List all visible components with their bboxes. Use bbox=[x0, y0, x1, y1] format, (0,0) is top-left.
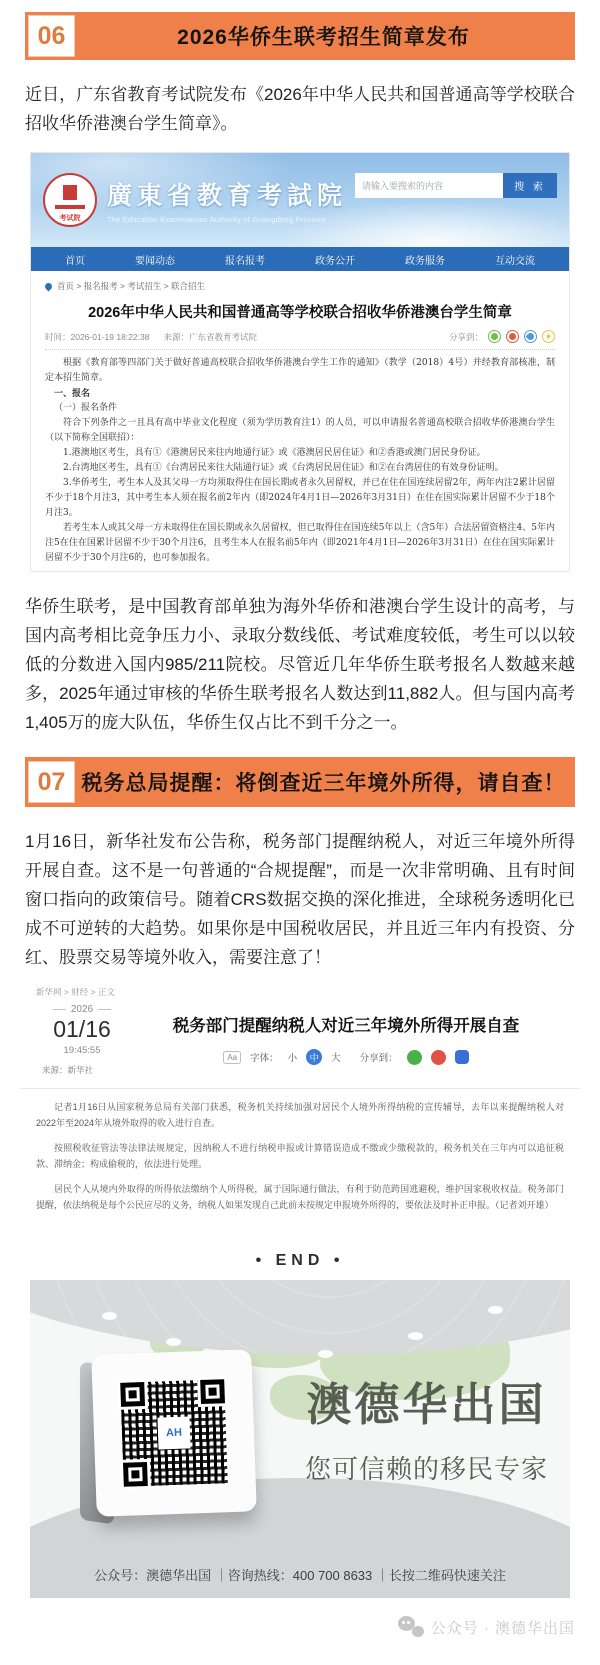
gov-nav-item-interaction[interactable]: 互动交流 bbox=[495, 255, 535, 267]
brand-name: 澳德华出国 bbox=[306, 1379, 547, 1430]
gov-site-name: 廣東省教育考試院 bbox=[107, 183, 348, 210]
news-date-block bbox=[36, 1004, 128, 1076]
section-06-banner bbox=[25, 12, 575, 60]
gov-meta-source: 来源：广东省教育考试院 bbox=[163, 331, 257, 342]
gov-search-button[interactable]: 搜 索 bbox=[503, 173, 557, 198]
body-paragraph: 按照税收征管法等法律法规规定，因纳税人不进行纳税申报或计算错误造成不缴或少缴税款的，税务机关在三年内可以追征税款、滞纳金；构成偷税的，依法进行处理。 bbox=[36, 1143, 564, 1169]
section-number-badge: 06 bbox=[28, 15, 75, 57]
news-date-monthday: 01/16 bbox=[53, 1016, 111, 1042]
qr-center-logo: AH bbox=[160, 1419, 189, 1448]
news-source: 来源：新华社 bbox=[42, 1065, 94, 1075]
gov-article-meta bbox=[45, 329, 555, 349]
body-paragraph: 居民个人从境内外取得的所得依法缴纳个人所得税，属于国际通行做法，有利于防范跨国逃避税，维护国家税收权益。税务部门提醒，依法纳税是每个公民应尽的义务，纳税人如果发现自己此前未按规定申报境外所得的，要依法及时补正申报。（记者刘开雄） bbox=[36, 1184, 564, 1210]
news-share-label: 分享到： bbox=[359, 1053, 398, 1064]
body-paragraph: 1.港澳地区考生，具有①《港澳居民来往内地通行证》或《港澳居民居住证》和②香港或澳门居民身份证。 bbox=[63, 448, 486, 458]
gov-nav-item-news[interactable]: 要闻动态 bbox=[135, 255, 175, 267]
news-date-time: 19:45:55 bbox=[63, 1045, 101, 1056]
share-wechat-icon[interactable] bbox=[407, 1050, 422, 1065]
news-toolbar bbox=[128, 1049, 564, 1065]
news-article-body bbox=[20, 1089, 580, 1213]
section-title: 税务总局提醒：将倒查近三年境外所得，请自查！ bbox=[81, 772, 566, 795]
share-weibo-icon[interactable] bbox=[431, 1050, 446, 1065]
body-subheading: （一）报名条件 bbox=[54, 403, 118, 413]
gov-search-input[interactable] bbox=[355, 173, 503, 198]
gov-website-screenshot bbox=[30, 152, 570, 572]
end-marker: • END • bbox=[255, 1252, 345, 1269]
gov-nav-item-services[interactable]: 政务服务 bbox=[405, 255, 445, 267]
share-favorite-icon[interactable]: ★ bbox=[542, 330, 555, 343]
font-size-label: 字体： bbox=[250, 1053, 279, 1064]
body-paragraph: 3.华侨考生，考生本人及其父母一方均须取得住在国长期或者永久居留权，并已在住在国连续居留2年，两年内注2累计居留不少于18个月注3，其中考生本人须在报名前2年内（即2024年4月1日—2026年3月31日）在住在国实际累计居留不少于18个月注3。 bbox=[45, 478, 555, 518]
gov-breadcrumb[interactable]: 首页 > 报名报考 > 考试招生 > 联合招生 bbox=[45, 276, 555, 296]
gov-nav-bar bbox=[31, 247, 569, 271]
body-paragraph: 根据《教育部等四部门关于做好普通高校联合招收华侨港澳台学生工作的通知》（教学（2018）4号）并经教育部核准，制定本招生简章。 bbox=[45, 358, 555, 383]
wechat-watermark bbox=[25, 1616, 575, 1638]
gov-site-name-en: The Education Examinations Authority of Guangdong Province bbox=[107, 215, 327, 224]
news-website-screenshot bbox=[20, 978, 580, 1238]
gov-article-title: 2026年中华人民共和国普通高等学校联合招收华侨港澳台学生简章 bbox=[88, 305, 512, 321]
body-paragraph: 记者1月16日从国家税务总局有关部门获悉，税务机关持续加强对居民个人境外所得纳税的宣传辅导，去年以来提醒纳税人对2022年至2024年从境外取得的收入进行自查。 bbox=[36, 1102, 564, 1128]
font-size-large[interactable]: 大 bbox=[331, 1053, 341, 1064]
gov-article-body bbox=[45, 350, 555, 566]
body-paragraph: 符合下列条件之一且具有高中毕业文化程度（须为学历教育注1）的人员，可以申请报名普通高校联合招收华侨港澳台学生（以下简称全国联招）： bbox=[45, 418, 555, 443]
footer-promo-banner bbox=[30, 1280, 570, 1598]
qr-code bbox=[120, 1379, 228, 1487]
share-wechat-icon[interactable] bbox=[488, 330, 501, 343]
section-title: 2026华侨生联考招生简章发布 bbox=[177, 26, 470, 49]
location-pin-icon bbox=[44, 281, 54, 291]
dome-dot bbox=[408, 1332, 423, 1340]
gov-meta-time: 时间：2026-01-19 18:22:38 bbox=[45, 331, 150, 342]
qr-cube bbox=[82, 1352, 262, 1532]
wechat-icon bbox=[398, 1616, 424, 1638]
news-article-title: 税务部门提醒纳税人对近三年境外所得开展自查 bbox=[172, 1017, 520, 1035]
share-weibo-icon[interactable] bbox=[506, 330, 519, 343]
gov-nav-item-disclosure[interactable]: 政务公开 bbox=[315, 255, 355, 267]
tax-paragraph: 1月16日，新华社发布公告称，税务部门提醒纳税人，对近三年境外所得开展自查。这不是一句普通的“合规提醒”，而是一次非常明确、且有时间窗口指向的政策信号。随着CRS数据交换的深化推进，全球税务透明化已成不可逆转的大趋势。如果你是中国税收居民，并且近三年内有投资、分红、股票交易等境外收入，需要注意了！ bbox=[25, 832, 575, 967]
font-size-icon: Aa bbox=[223, 1051, 241, 1064]
news-date-year: 2026 bbox=[36, 1004, 128, 1015]
gov-nav-item-home[interactable]: 首页 bbox=[65, 255, 85, 267]
gov-emblem-icon: 考试院 bbox=[43, 173, 97, 227]
brand-slogan: 您可信赖的移民专家 bbox=[304, 1454, 548, 1484]
intro-paragraph: 近日，广东省教育考试院发布《2026年中华人民共和国普通高等学校联合招收华侨港澳台学生简章》。 bbox=[25, 85, 575, 133]
dome-dot bbox=[318, 1350, 333, 1358]
dome-dot bbox=[488, 1306, 503, 1314]
dome-dot bbox=[166, 1338, 181, 1346]
gov-share-label: 分享到： bbox=[448, 331, 483, 342]
body-paragraph: 2.台湾地区考生，具有①《台湾居民来往大陆通行证》或《台湾居民居住证》和②在台湾居住的有效身份证明。 bbox=[63, 463, 504, 473]
news-breadcrumb[interactable]: 新华网 > 财经 > 正文 bbox=[36, 987, 115, 997]
liankao-paragraph: 华侨生联考，是中国教育部单独为海外华侨和港澳台学生设计的高考，与国内高考相比竞争压力小、录取分数线低、考试难度较低，考生可以以较低的分数进入国内985/211院校。尽管近几年华侨生联考报名人数越来越多，2025年通过审核的华侨生联考报名人数达到11,882人。但与国内高考1,405万的庞大队伍，华侨生仅占比不到千分之一。 bbox=[25, 597, 575, 732]
watermark-label: 公众号 · 澳德华出国 bbox=[430, 1619, 575, 1637]
body-paragraph: 若考生本人或其父母一方未取得住在国长期或永久居留权，但已取得住在国连续5年以上（含5年）合法居留资格注4、5年内注5在住在国累计居留不少于30个月注6，且考生本人在报名前5年内（即2021年4月1日—2026年3月31日）在住在国实际累计居留不少于30个月注6的，也可参加报名。 bbox=[45, 523, 555, 563]
font-size-medium[interactable]: 中 bbox=[306, 1049, 322, 1065]
section-number-badge: 07 bbox=[28, 761, 75, 803]
section-07-banner bbox=[25, 757, 575, 807]
gov-nav-item-register[interactable]: 报名报考 bbox=[225, 255, 265, 267]
gov-site-header bbox=[31, 153, 569, 247]
dome-dot bbox=[102, 1312, 117, 1320]
share-qzone-icon[interactable] bbox=[455, 1050, 469, 1064]
footer-info-line: 公众号：澳德华出国 ｜咨询热线：400 700 8633 ｜长按二维码快速关注 bbox=[94, 1568, 506, 1583]
font-size-small[interactable]: 小 bbox=[287, 1053, 298, 1064]
body-heading: 一、报名 bbox=[54, 388, 91, 398]
share-qq-icon[interactable] bbox=[524, 330, 537, 343]
